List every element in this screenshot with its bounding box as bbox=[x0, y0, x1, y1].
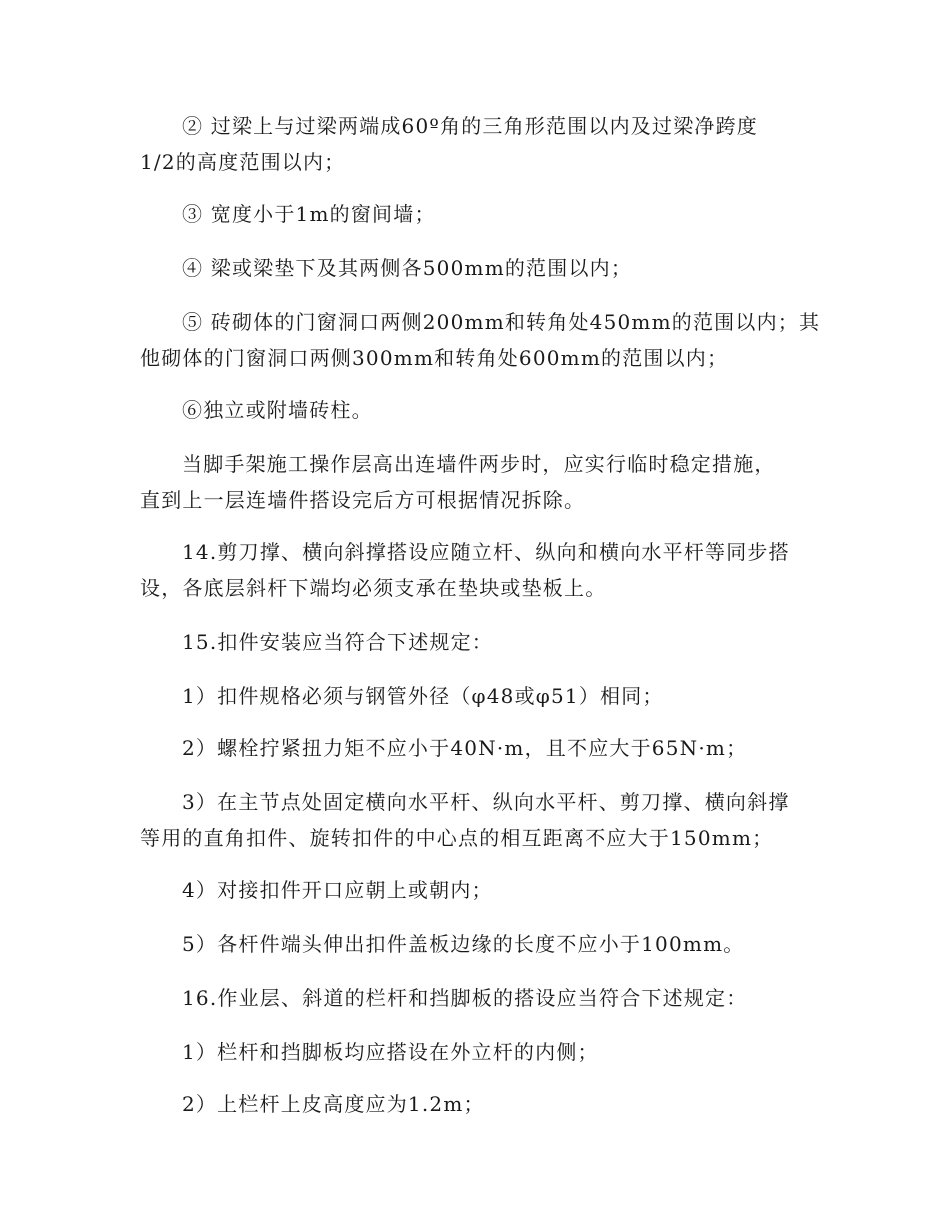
paragraph-item-4 bbox=[140, 250, 810, 286]
paragraph-item-3 bbox=[140, 196, 810, 232]
paragraph-item-6 bbox=[140, 392, 810, 428]
paragraph-line: 设，各底层斜杆下端均必须支承在垫块或垫板上。 bbox=[140, 576, 607, 600]
paragraph-section-14 bbox=[140, 534, 810, 606]
paragraph-15-item-4 bbox=[140, 872, 810, 908]
paragraph-item-2 bbox=[140, 108, 810, 180]
paragraph-15-item-3 bbox=[140, 784, 810, 856]
paragraph-line: 4）对接扣件开口应朝上或朝内； bbox=[182, 878, 493, 902]
paragraph-15-item-1 bbox=[140, 678, 810, 714]
paragraph-section-16 bbox=[140, 980, 810, 1016]
paragraph-line: 1）栏杆和挡脚板均应搭设在外立杆的内侧； bbox=[182, 1040, 599, 1064]
paragraph-line: ④ 梁或梁垫下及其两侧各500mm的范围以内； bbox=[182, 256, 633, 280]
paragraph-line: 1/2的高度范围以内； bbox=[140, 150, 346, 174]
paragraph-scaffold-stability bbox=[140, 446, 810, 518]
paragraph-15-item-5 bbox=[140, 926, 810, 962]
paragraph-item-5 bbox=[140, 304, 821, 376]
paragraph-line: ③ 宽度小于1m的窗间墙； bbox=[182, 202, 436, 226]
paragraph-line: ② 过梁上与过梁两端成60º角的三角形范围以内及过梁净跨度 bbox=[182, 114, 759, 138]
paragraph-section-15 bbox=[140, 624, 810, 660]
paragraph-16-item-1 bbox=[140, 1034, 810, 1070]
paragraph-line: 5）各杆件端头伸出扣件盖板边缘的长度不应小于100mm。 bbox=[182, 932, 745, 956]
paragraph-line: 当脚手架施工操作层高出连墙件两步时，应实行临时稳定措施， bbox=[182, 452, 776, 476]
paragraph-line: 2）上栏杆上皮高度应为1.2m； bbox=[182, 1092, 485, 1116]
paragraph-line: 2）螺栓拧紧扭力矩不应小于40N·m，且不应大于65N·m； bbox=[182, 736, 748, 760]
paragraph-line: ⑥独立或附墙砖柱。 bbox=[182, 398, 373, 422]
paragraph-line: 直到上一层连墙件搭设完后方可根据情况拆除。 bbox=[140, 488, 586, 512]
paragraph-line: 他砌体的门窗洞口两侧300mm和转角处600mm的范围以内； bbox=[140, 346, 729, 370]
paragraph-line: 14.剪刀撑、横向斜撑搭设应随立杆、纵向和横向水平杆等同步搭 bbox=[182, 540, 790, 564]
paragraph-line: 1）扣件规格必须与钢管外径（φ48或φ51）相同； bbox=[182, 684, 664, 708]
paragraph-line: ⑤ 砖砌体的门窗洞口两侧200mm和转角处450mm的范围以内；其 bbox=[182, 310, 821, 334]
paragraph-line: 等用的直角扣件、旋转扣件的中心点的相互距离不应大于150mm； bbox=[140, 826, 774, 850]
paragraph-line: 15.扣件安装应当符合下述规定： bbox=[182, 630, 494, 654]
paragraph-16-item-2 bbox=[140, 1086, 810, 1122]
paragraph-line: 16.作业层、斜道的栏杆和挡脚板的搭设应当符合下述规定： bbox=[182, 986, 748, 1010]
paragraph-15-item-2 bbox=[140, 730, 810, 766]
paragraph-line: 3）在主节点处固定横向水平杆、纵向水平杆、剪刀撑、横向斜撑 bbox=[182, 790, 790, 814]
